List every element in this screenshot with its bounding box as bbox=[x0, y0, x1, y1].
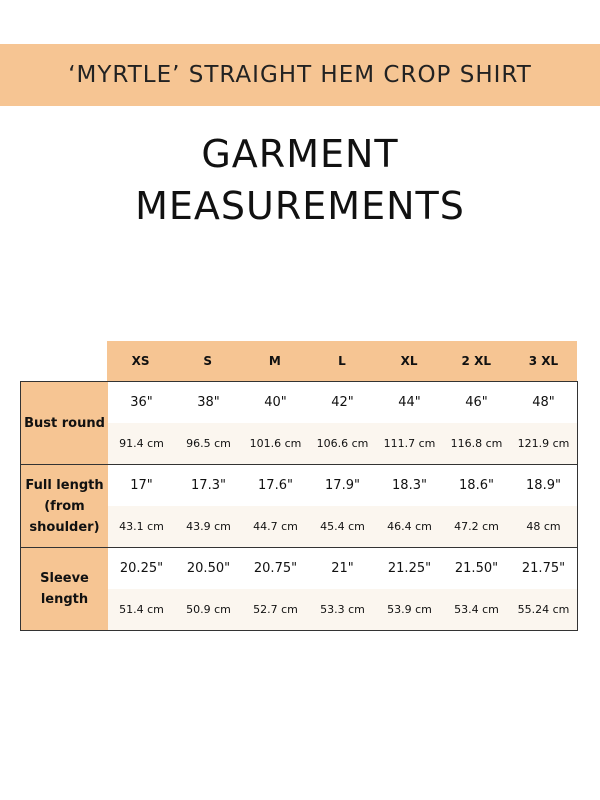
table-cell: 44" bbox=[398, 395, 421, 410]
title-banner bbox=[0, 44, 600, 106]
table-cell: 46" bbox=[465, 395, 488, 410]
table-cell: 52.7 cm bbox=[253, 603, 298, 616]
page-title-line-1: GARMENT bbox=[201, 132, 399, 176]
table-cell: 96.5 cm bbox=[186, 437, 231, 450]
row-values bbox=[108, 382, 577, 464]
page-title-line-2: MEASUREMENTS bbox=[135, 184, 465, 228]
table-cell: 21.75" bbox=[521, 561, 566, 576]
inch-row bbox=[108, 548, 577, 589]
table-cell: 38" bbox=[197, 395, 220, 410]
table-cell: 18.3" bbox=[392, 478, 427, 493]
row-label bbox=[21, 382, 108, 464]
table-cell: 21.50" bbox=[454, 561, 499, 576]
size-header-cell: XS bbox=[131, 354, 150, 368]
table-cell: 48" bbox=[532, 395, 555, 410]
size-header-row bbox=[107, 341, 577, 381]
table-cell: 20.75" bbox=[253, 561, 298, 576]
table-cell: 17.3" bbox=[191, 478, 226, 493]
row-label-line: (from bbox=[44, 498, 85, 514]
table-cell: 21" bbox=[331, 561, 354, 576]
measurement-group-full-length bbox=[21, 464, 577, 547]
table-cell: 101.6 cm bbox=[249, 437, 302, 450]
table-cell: 17" bbox=[130, 478, 153, 493]
table-cell: 20.50" bbox=[186, 561, 231, 576]
table-cell: 40" bbox=[264, 395, 287, 410]
cm-row bbox=[108, 506, 577, 547]
table-cell: 55.24 cm bbox=[517, 603, 570, 616]
table-cell: 42" bbox=[331, 395, 354, 410]
row-label-line: Sleeve bbox=[40, 571, 89, 586]
measurement-group-sleeve bbox=[21, 547, 577, 630]
row-label bbox=[21, 548, 108, 630]
table-cell: 43.9 cm bbox=[186, 520, 231, 533]
row-values bbox=[108, 548, 577, 630]
cm-row bbox=[108, 589, 577, 630]
table-cell: 53.9 cm bbox=[387, 603, 432, 616]
row-label-line: shoulder) bbox=[29, 519, 100, 535]
table-cell: 46.4 cm bbox=[387, 520, 432, 533]
table-cell: 18.9" bbox=[526, 478, 561, 493]
measurements-table bbox=[20, 381, 578, 631]
table-cell: 18.6" bbox=[459, 478, 494, 493]
size-header-cell: M bbox=[268, 354, 281, 368]
cm-row bbox=[108, 423, 577, 464]
table-cell: 91.4 cm bbox=[119, 437, 164, 450]
row-values bbox=[108, 465, 577, 547]
table-cell: 44.7 cm bbox=[253, 520, 298, 533]
table-cell: 48 cm bbox=[526, 520, 561, 533]
table-cell: 121.9 cm bbox=[517, 437, 570, 450]
size-header-cell: 2 XL bbox=[461, 354, 491, 368]
size-header-cell: L bbox=[338, 354, 346, 368]
row-label-line: Full length bbox=[25, 477, 104, 493]
page-title bbox=[0, 128, 600, 232]
size-header-cell: XL bbox=[400, 354, 418, 368]
table-cell: 51.4 cm bbox=[119, 603, 164, 616]
table-cell: 45.4 cm bbox=[320, 520, 365, 533]
table-cell: 47.2 cm bbox=[454, 520, 499, 533]
table-cell: 20.25" bbox=[119, 561, 164, 576]
product-name: ‘MYRTLE’ STRAIGHT HEM CROP SHIRT bbox=[68, 62, 532, 88]
table-cell: 116.8 cm bbox=[450, 437, 503, 450]
size-header-cell: S bbox=[203, 354, 213, 368]
table-cell: 36" bbox=[130, 395, 153, 410]
row-label-line: length bbox=[40, 592, 89, 607]
row-label-line: Bust round bbox=[24, 415, 105, 431]
table-cell: 111.7 cm bbox=[383, 437, 436, 450]
table-cell: 17.6" bbox=[258, 478, 293, 493]
measurement-group-bust bbox=[21, 382, 577, 464]
table-cell: 50.9 cm bbox=[186, 603, 231, 616]
table-cell: 106.6 cm bbox=[316, 437, 369, 450]
table-cell: 53.4 cm bbox=[454, 603, 499, 616]
row-label bbox=[21, 465, 108, 547]
size-header-cell: 3 XL bbox=[528, 354, 559, 368]
inch-row bbox=[108, 382, 577, 423]
table-cell: 21.25" bbox=[387, 561, 432, 576]
inch-row bbox=[108, 465, 577, 506]
table-cell: 17.9" bbox=[325, 478, 360, 493]
table-cell: 53.3 cm bbox=[320, 603, 365, 616]
table-cell: 43.1 cm bbox=[119, 520, 164, 533]
